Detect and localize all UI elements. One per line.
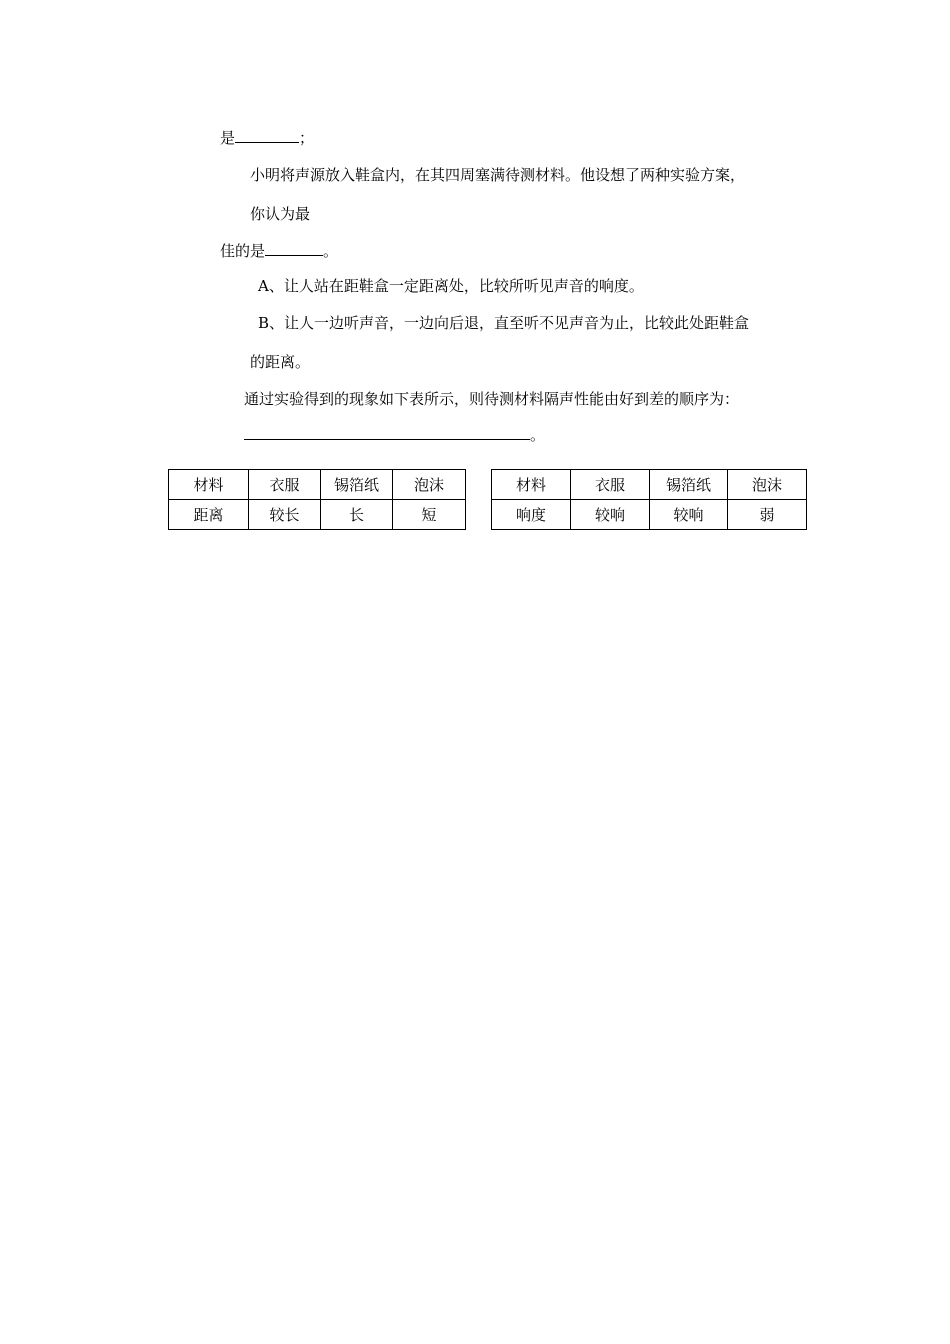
answer-blank-2[interactable] [265, 241, 323, 256]
line1-suffix: ； [299, 129, 315, 147]
table-row [492, 470, 807, 500]
table-cell: 锡箔纸 [321, 470, 393, 500]
table-cell: 弱 [728, 500, 807, 530]
table-cell: 较响 [650, 500, 728, 530]
table-cell: 响度 [492, 500, 571, 530]
question-line-1 [220, 128, 314, 148]
best-plan-prefix: 佳的是 [220, 242, 266, 260]
line1-prefix: 是 [220, 129, 236, 147]
best-plan-suffix: 。 [323, 242, 339, 260]
paragraph-1-line-a: 小明将声源放入鞋盒内，在其四周塞满待测材料。他设想了两种实验方案， [250, 166, 746, 184]
table-cell: 短 [393, 500, 466, 530]
table-row [492, 500, 807, 530]
order-answer-suffix: 。 [530, 426, 546, 444]
distance-table [168, 469, 466, 530]
order-answer-line [244, 425, 545, 445]
table-cell: 衣服 [249, 470, 321, 500]
table-cell: 距离 [169, 500, 249, 530]
table-row [169, 500, 466, 530]
table-cell: 衣服 [571, 470, 650, 500]
best-plan-line [220, 241, 338, 261]
answer-blank-3[interactable] [244, 425, 530, 440]
table-cell: 泡沫 [393, 470, 466, 500]
table-cell: 泡沫 [728, 470, 807, 500]
answer-blank-1[interactable] [235, 128, 299, 143]
option-b-line-b: 的距离。 [250, 353, 311, 371]
paragraph-2: 通过实验得到的现象如下表所示，则待测材料隔声性能由好到差的顺序为： [244, 390, 740, 408]
table-cell: 较响 [571, 500, 650, 530]
table-cell: 锡箔纸 [650, 470, 728, 500]
table-cell: 较长 [249, 500, 321, 530]
table-cell: 长 [321, 500, 393, 530]
option-b-line-a: B、让人一边听声音，一边向后退，直至听不见声音为止，比较此处距鞋盒 [258, 314, 750, 332]
paragraph-1-line-b: 你认为最 [250, 205, 311, 223]
loudness-table [491, 469, 807, 530]
option-a: A、让人站在距鞋盒一定距离处，比较所听见声音的响度。 [258, 277, 644, 295]
table-cell: 材料 [492, 470, 571, 500]
table-row [169, 470, 466, 500]
table-cell: 材料 [169, 470, 249, 500]
